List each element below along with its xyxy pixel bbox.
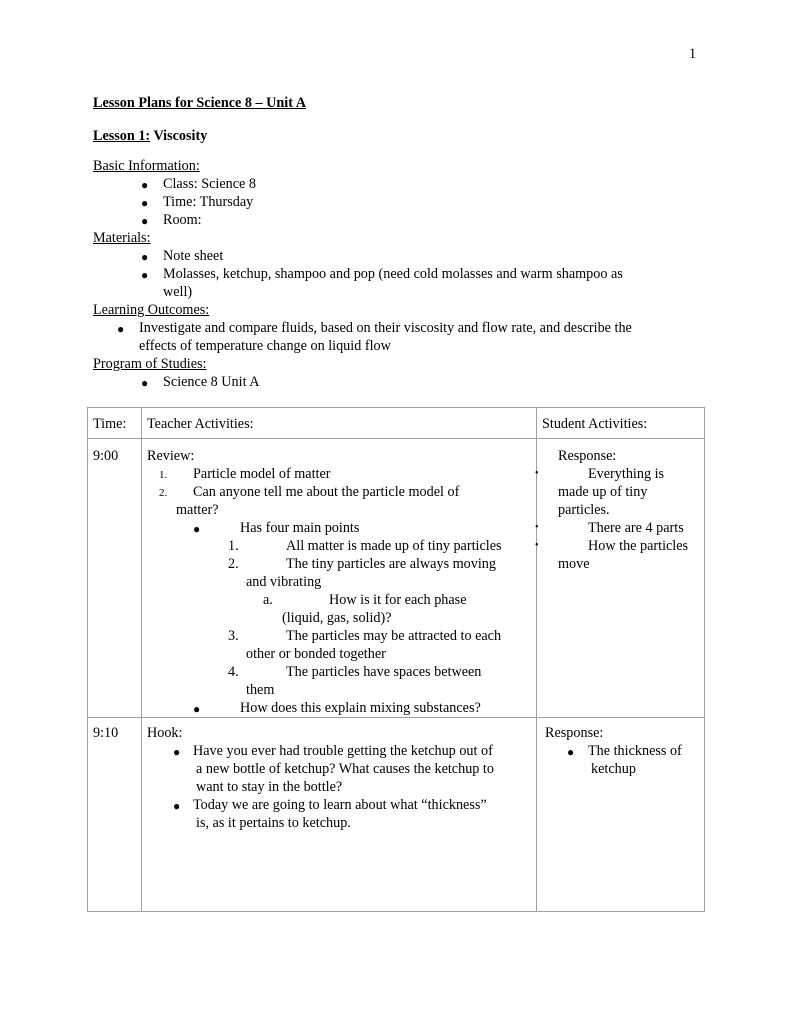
list-item: How is it for each phase (329, 592, 467, 608)
materials-item: Note sheet (163, 248, 224, 264)
lesson-heading (93, 127, 207, 145)
bullet-icon: ● (117, 322, 125, 336)
lesson-table (87, 407, 705, 912)
learning-outcome-line: effects of temperature change on liquid flow (139, 338, 391, 354)
list-item: All matter is made up of tiny particles (286, 538, 502, 554)
bullet-icon: ● (567, 745, 575, 759)
list-item: The particles have spaces between (286, 664, 482, 680)
materials-heading: Materials: (93, 230, 151, 246)
learning-outcomes-heading: Learning Outcomes: (93, 302, 210, 318)
time-value: 9:00 (93, 448, 119, 464)
bullet-icon: ● (173, 745, 181, 759)
list-item: Have you ever had trouble getting the ketchup out of (193, 743, 493, 759)
basic-info-item: Room: (163, 212, 202, 228)
program-item: Science 8 Unit A (163, 374, 260, 390)
bullet-icon: • (535, 522, 539, 533)
table-row (88, 718, 705, 912)
bullet-icon: ● (141, 214, 149, 228)
list-item: The particles may be attracted to each (286, 628, 502, 644)
document-title: Lesson Plans for Science 8 – Unit A (93, 95, 306, 111)
header-cell: Student Activities: (537, 408, 705, 439)
list-item: The tiny particles are always moving (286, 556, 496, 572)
bullet-icon: ● (141, 268, 149, 282)
response-heading: Response: (545, 725, 604, 741)
list-item: Has four main points (240, 520, 360, 536)
student-activities-cell: Response: ● The thickness of ketchup (537, 718, 705, 912)
basic-info-heading: Basic Information: (93, 158, 200, 174)
response-heading: Response: (558, 448, 617, 464)
basic-info-item: Time: Thursday (163, 194, 254, 210)
program-heading: Program of Studies: (93, 356, 207, 372)
header-cell: Time: (88, 408, 142, 439)
page-number: 1 (689, 46, 697, 62)
time-value: 9:10 (93, 725, 119, 741)
materials-item: Molasses, ketchup, shampoo and pop (need cold molasses and warm shampoo as (163, 266, 623, 282)
list-item: How does this explain mixing substances? (240, 700, 481, 716)
materials-item-continued: well) (163, 284, 193, 300)
teacher-activities-cell: Review: 1. Particle model of matter 2. Can anyone tell me about the particle model of matter? ● Has four main points 1. All matter is made up of tiny particles 2. The tiny particles are always moving and vibrating a. How is it for each phase (liquid, gas, solid)? 3. The particles may be attracted to each other or bonded together 4. The particles have spaces between them ● How does this explain mixing substances? (142, 439, 537, 718)
basic-info-item: Class: Science 8 (163, 176, 256, 192)
list-item: Particle model of matter (193, 466, 331, 482)
teacher-activities-cell: Hook: ● Have you ever had trouble getting the ketchup out of a new bottle of ketchup? What causes the ketchup to want to stay in the bottle? ● Today we are going to learn about what “thickness” is, as it pertains to ketchup. (142, 718, 537, 912)
list-item: Today we are going to learn about what “thickness” (193, 797, 487, 813)
bullet-icon: ● (141, 250, 149, 264)
table-row (88, 439, 705, 718)
bullet-icon: ● (141, 376, 149, 390)
table-header-row (88, 408, 705, 439)
bullet-icon: ● (141, 178, 149, 192)
learning-outcome-line: Investigate and compare fluids, based on their viscosity and flow rate, and describe the (139, 320, 632, 336)
time-cell (88, 718, 142, 912)
hook-heading: Hook: (147, 725, 183, 741)
bullet-icon: ● (173, 799, 181, 813)
bullet-icon: ● (193, 702, 201, 716)
student-activities-cell: Response: • Everything is made up of tiny particles. • There are 4 parts • How the particles move (537, 439, 705, 718)
header-cell: Teacher Activities: (142, 408, 537, 439)
review-heading: Review: (147, 448, 195, 464)
lesson-topic: Viscosity (150, 128, 208, 144)
list-item: Can anyone tell me about the particle model of (193, 484, 460, 500)
time-cell (88, 439, 142, 718)
lesson-label: Lesson 1: (93, 128, 151, 144)
bullet-icon: • (535, 540, 539, 551)
bullet-icon: ● (141, 196, 149, 210)
bullet-icon: ● (193, 522, 201, 536)
bullet-icon: • (535, 468, 539, 479)
